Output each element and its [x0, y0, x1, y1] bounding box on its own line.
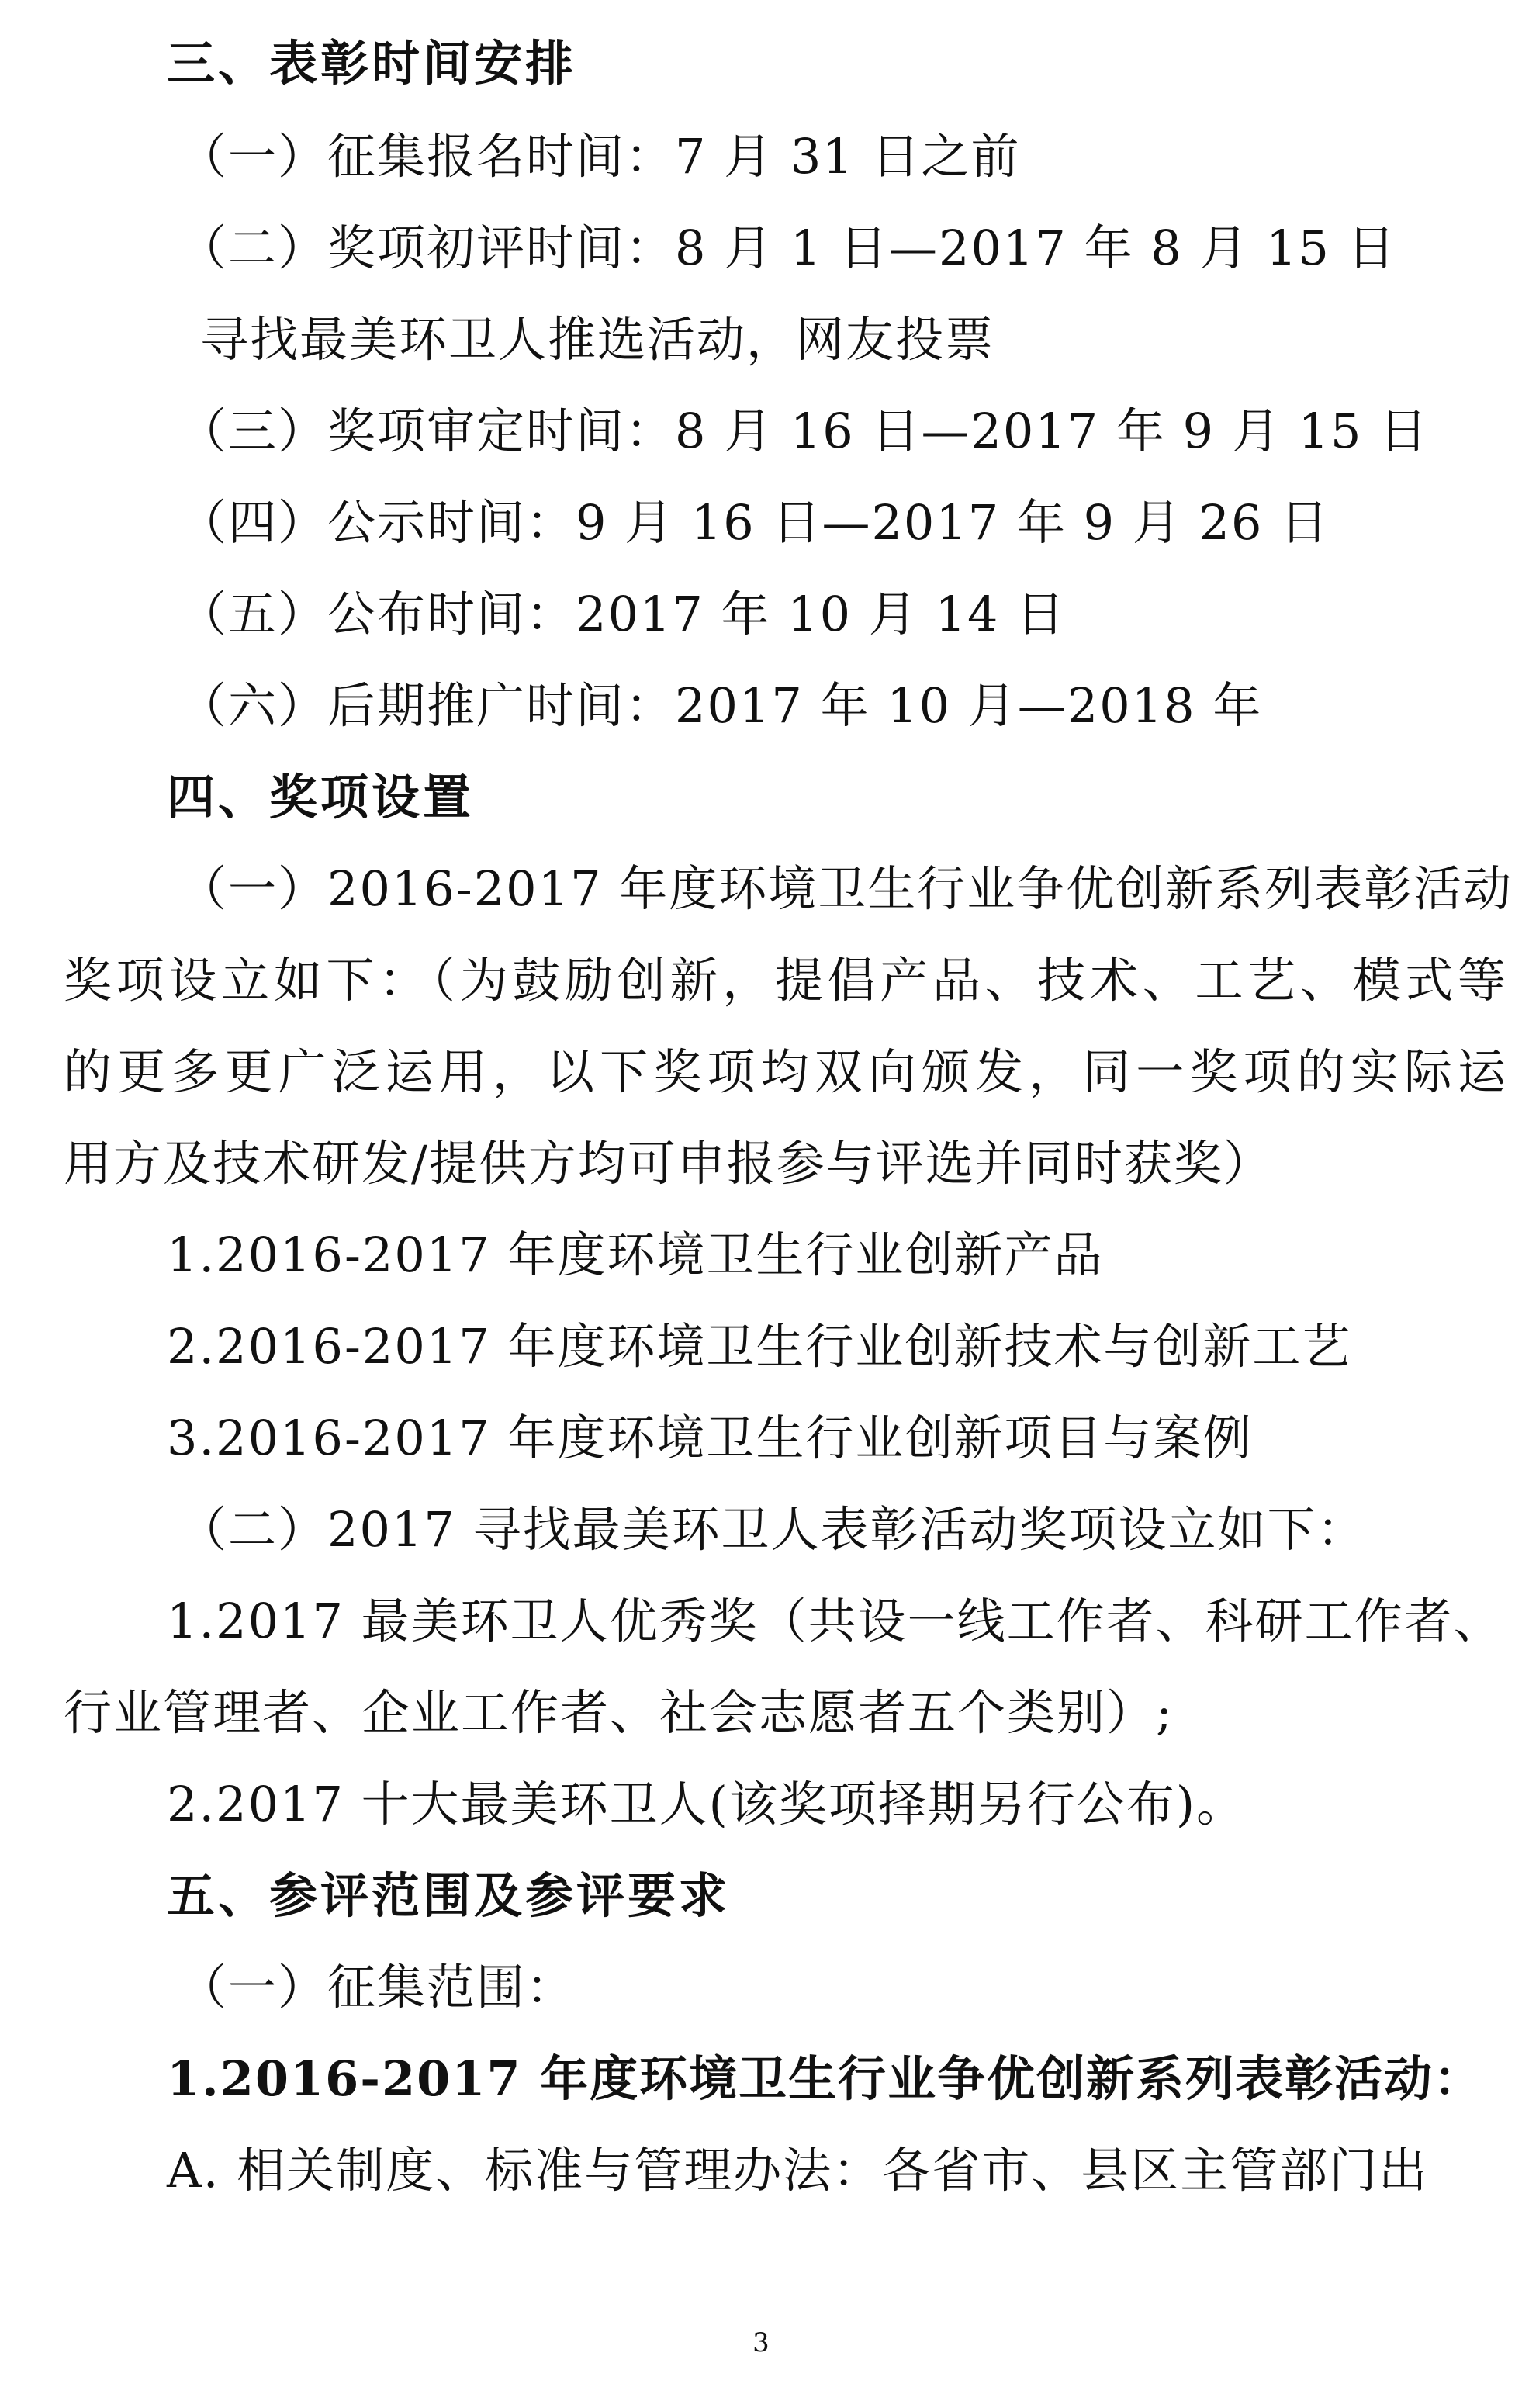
innovation-award-item-3: 3.2016-2017 年度环境卫生行业创新项目与案例 — [167, 1410, 1253, 1466]
schedule-item-4: （四）公示时间：9 月 16 日—2017 年 9 月 26 日 — [178, 494, 1330, 551]
schedule-item-3: （三）奖项审定时间：8 月 16 日—2017 年 9 月 15 日 — [178, 403, 1430, 459]
sanitation-worker-award-1-line-2: 行业管理者、企业工作者、社会志愿者五个类别）; — [64, 1684, 1174, 1741]
schedule-item-2: （二）奖项初评时间：8 月 1 日—2017 年 8 月 15 日 — [178, 220, 1397, 276]
page-number: 3 — [752, 2327, 770, 2358]
award-setup-paragraph-line-3: 的更多更广泛运用，以下奖项均双向颁发，同一奖项的实际运 — [64, 1043, 1506, 1100]
schedule-item-1: （一）征集报名时间：7 月 31 日之前 — [178, 128, 1021, 185]
innovation-award-item-1: 1.2016-2017 年度环境卫生行业创新产品 — [167, 1226, 1104, 1283]
sanitation-worker-award-2: 2.2017 十大最美环卫人(该奖项择期另行公布)。 — [167, 1776, 1247, 1832]
schedule-item-5: （五）公布时间：2017 年 10 月 14 日 — [178, 586, 1067, 642]
section-heading-3: 三、表彰时间安排 — [167, 35, 577, 92]
section-heading-5: 五、参评范围及参评要求 — [167, 1867, 731, 1924]
collection-scope-item-1: 1.2016-2017 年度环境卫生行业争优创新系列表彰活动： — [167, 2050, 1484, 2107]
schedule-item-2-note: 寻找最美环卫人推选活动，网友投票 — [200, 311, 995, 368]
award-setup-paragraph-line-4: 用方及技术研发/提供方均可申报参与评选并同时获奖） — [64, 1135, 1273, 1192]
schedule-item-6: （六）后期推广时间：2017 年 10 月—2018 年 — [178, 677, 1263, 734]
sanitation-worker-award-1-line-1: 1.2017 最美环卫人优秀奖（共设一线工作者、科研工作者、 — [167, 1593, 1503, 1649]
collection-scope-heading: （一）征集范围： — [178, 1959, 576, 2015]
award-setup-paragraph-line-2: 奖项设立如下：（为鼓励创新，提倡产品、技术、工艺、模式等 — [64, 952, 1506, 1009]
innovation-award-item-2: 2.2016-2017 年度环境卫生行业创新技术与创新工艺 — [167, 1318, 1352, 1375]
collection-scope-item-a: A. 相关制度、标准与管理办法：各省市、县区主管部门出 — [167, 2142, 1429, 2199]
section-heading-4: 四、奖项设置 — [167, 769, 475, 825]
award-setup-paragraph-line-1: （一）2016-2017 年度环境卫生行业争优创新系列表彰活动 — [178, 860, 1513, 917]
sanitation-worker-award-intro: （二）2017 寻找最美环卫人表彰活动奖项设立如下： — [178, 1501, 1367, 1558]
